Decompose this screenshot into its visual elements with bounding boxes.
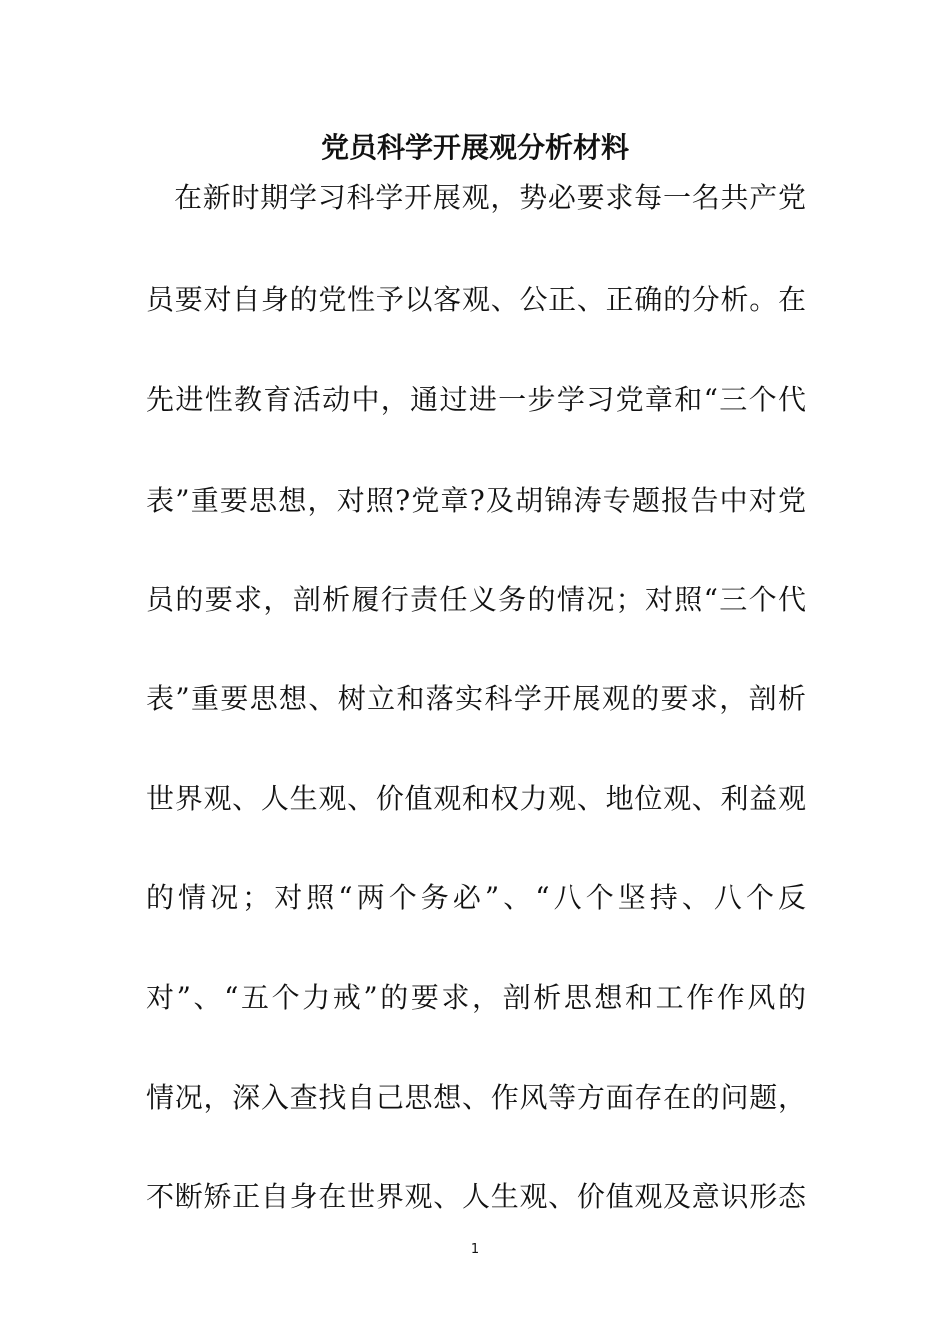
paragraph-line: 在新时期学习科学开展观，势必要求每一名共产党 xyxy=(174,181,806,214)
paragraph-line: 情况，深入查找自己思想、作风等方面存在的问题， xyxy=(146,1081,806,1114)
paragraph-line: 员的要求，剖析履行责任义务的情况；对照“三个代 xyxy=(146,583,806,616)
paragraph-line: 的情况；对照“两个务必”、“八个坚持、八个反 xyxy=(146,881,806,914)
paragraph-line: 不断矫正自身在世界观、人生观、价值观及意识形态 xyxy=(146,1180,806,1213)
paragraph-line: 先进性教育活动中，通过进一步学习党章和“三个代 xyxy=(146,383,806,416)
paragraph-line: 世界观、人生观、价值观和权力观、地位观、利益观 xyxy=(146,782,806,815)
document-title: 党员科学开展观分析材料 xyxy=(320,131,629,164)
paragraph-line: 员要对自身的党性予以客观、公正、正确的分析。在 xyxy=(146,283,806,316)
paragraph-line: 对”、“五个力戒”的要求，剖析思想和工作作风的 xyxy=(146,981,806,1014)
paragraph-line: 表”重要思想，对照?党章?及胡锦涛专题报告中对党 xyxy=(146,484,806,517)
paragraph-line: 表”重要思想、树立和落实科学开展观的要求，剖析 xyxy=(146,682,806,715)
page-number: 1 xyxy=(470,1242,480,1257)
